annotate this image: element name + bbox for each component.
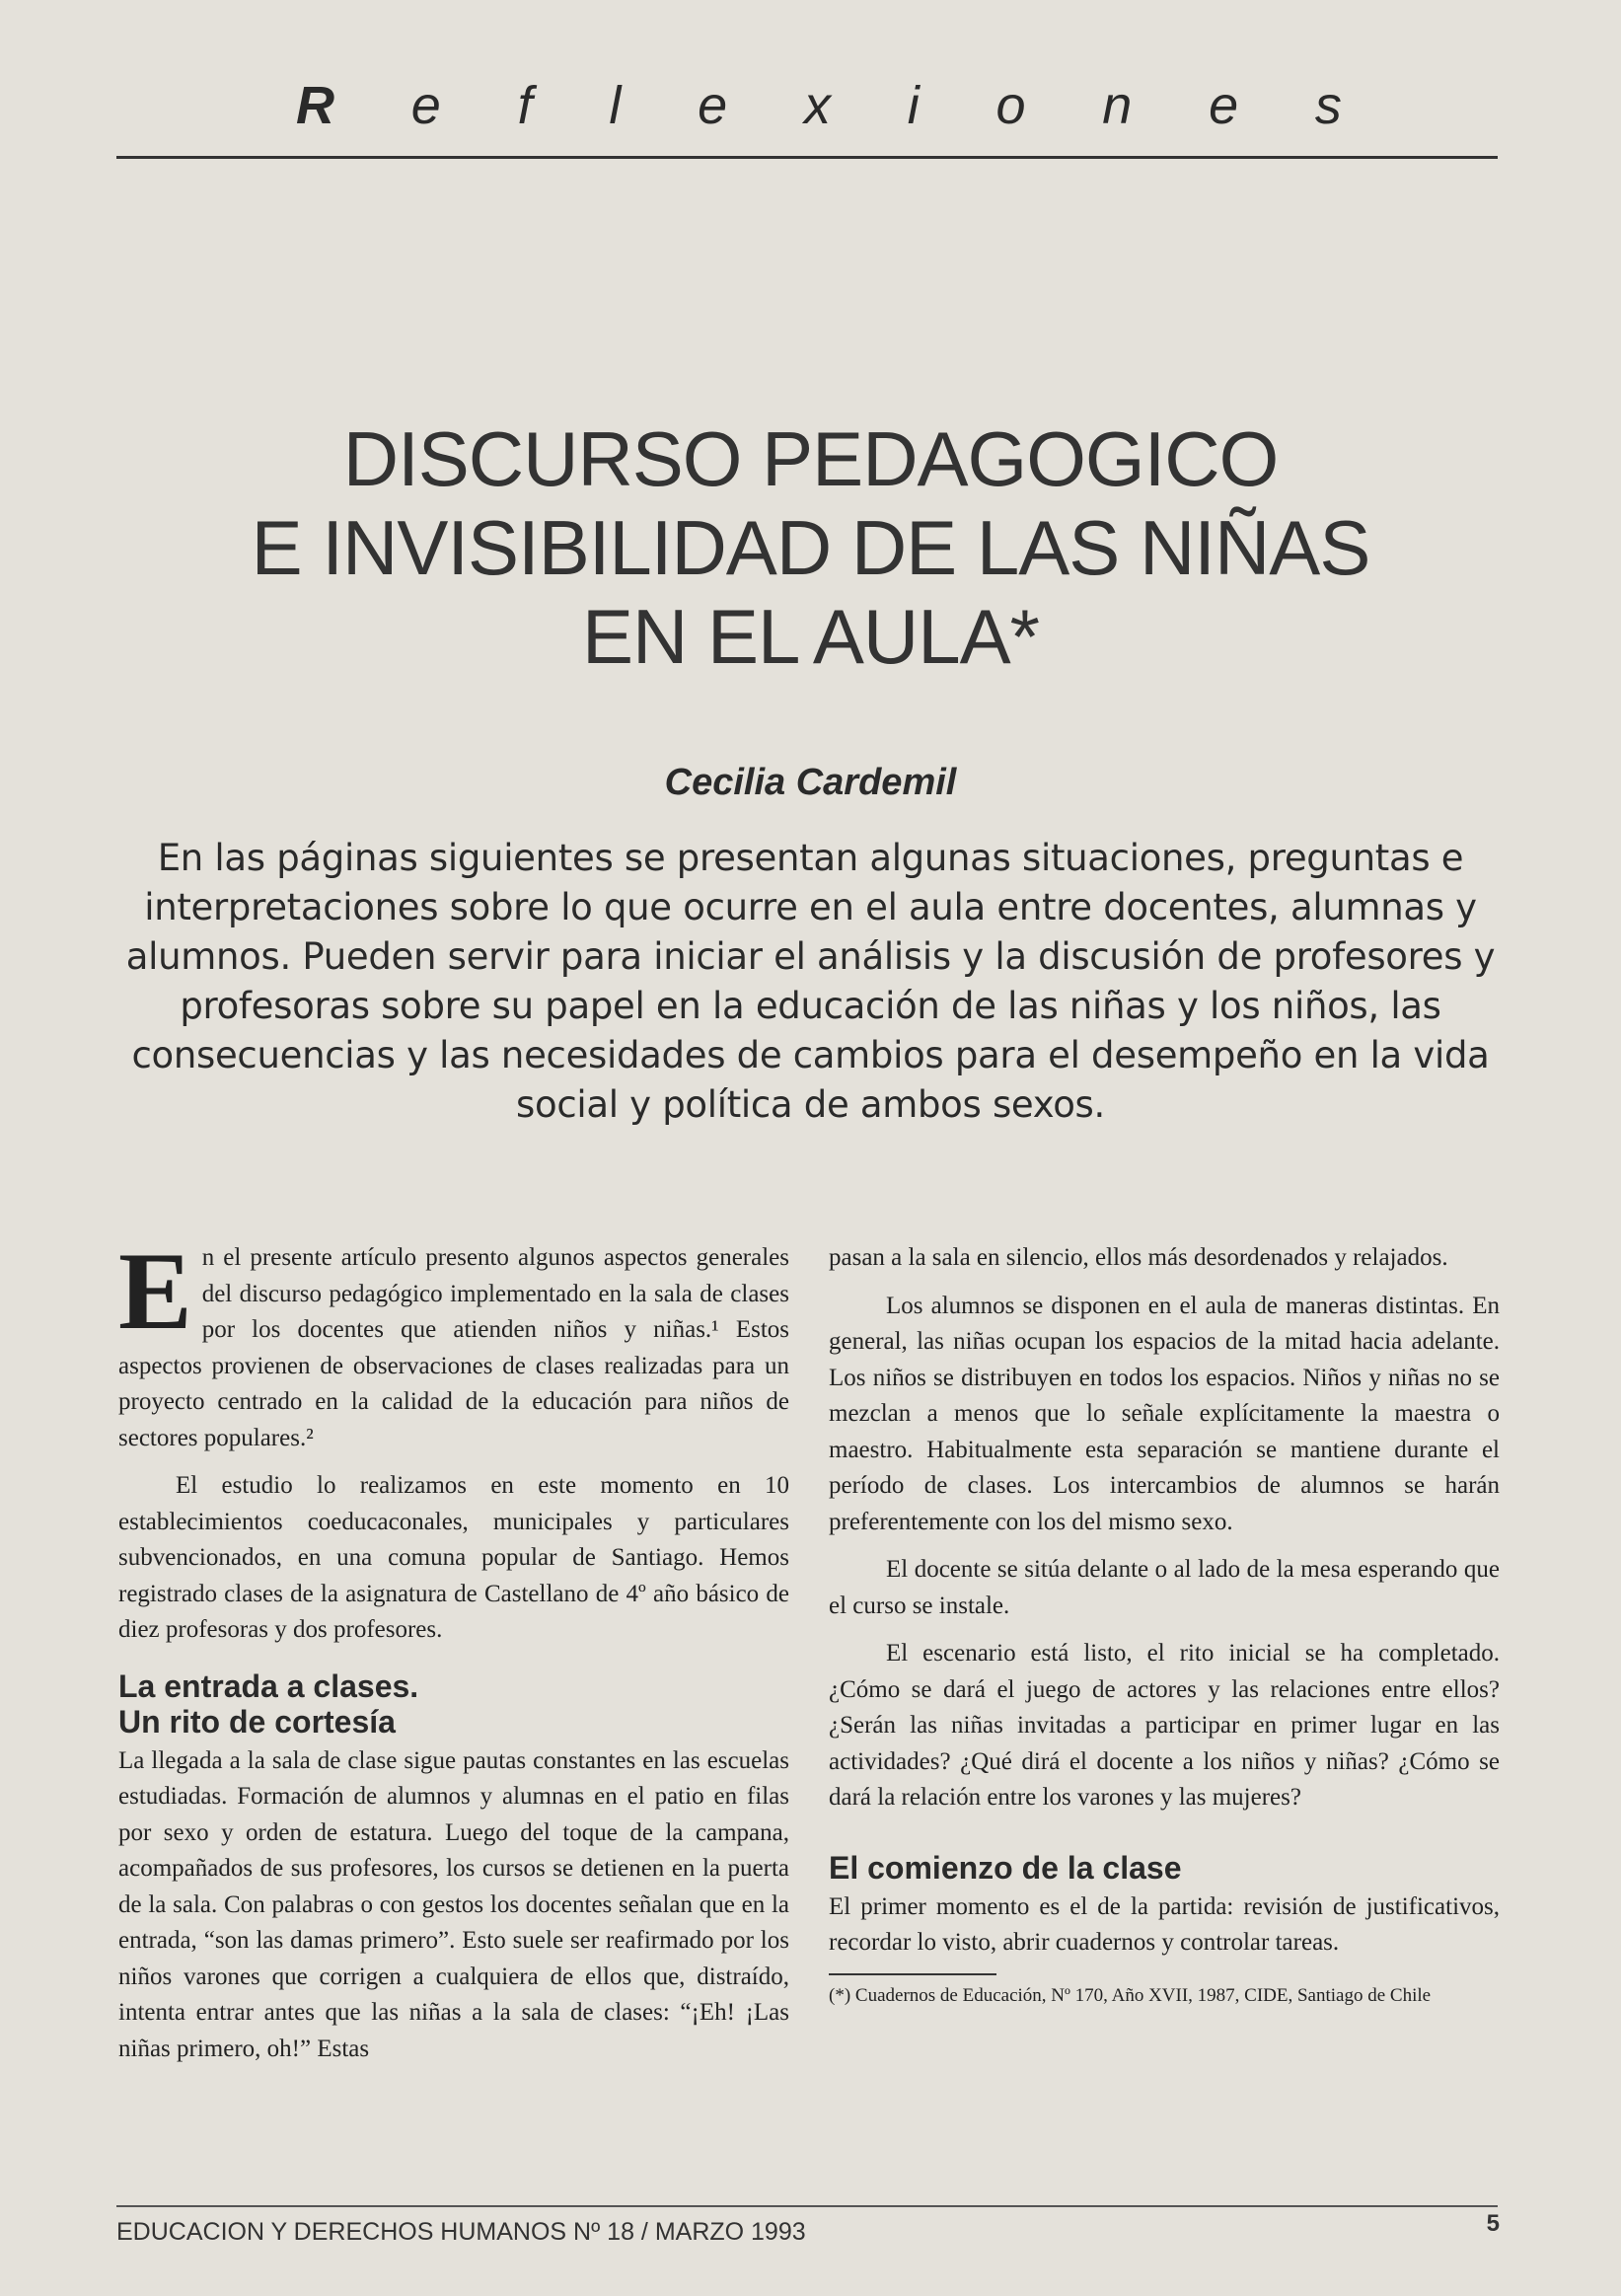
article-title bbox=[99, 414, 1522, 681]
section-letter: s bbox=[1314, 76, 1342, 135]
right-column bbox=[829, 1240, 1500, 2009]
journal-footer: EDUCACION Y DERECHOS HUMANOS Nº 18 / MARZO 1993 bbox=[116, 2218, 806, 2246]
section-letter: f bbox=[517, 76, 533, 135]
section-name bbox=[296, 71, 1342, 140]
header-divider bbox=[116, 156, 1498, 159]
heading-line: La entrada a clases. bbox=[118, 1667, 419, 1704]
section-heading: El comienzo de la clase bbox=[829, 1849, 1182, 1886]
body-paragraph: La llegada a la sala de clase sigue pautas constantes en las escuelas estudiadas. Formación de alumnos y alumnas en el patio en filas por sexo y orden de estatura. Luego del toque de la campana, acompañados de sus profesores, los cursos se detienen en la puerta de la sala. Con palabras o con gestos los docentes señalan que en la entrada, “son las damas primero”. Esto suele ser reafirmado por los niños varones que corrigen a cualquiera de ellos que, distraído, intenta entrar antes que las niñas a la sala de clases: “¡Eh! ¡Las niñas primero, oh!” Estas bbox=[118, 1746, 789, 2062]
lead-paragraph: En las páginas siguientes se presentan algunas situaciones, preguntas e interpretaciones sobre lo que ocurre en el aula entre docentes, alumnas y alumnos. Pueden servir para iniciar el análisis y la discusión de profesores y profesoras sobre su papel en la educación de las niñas y los niños, las consecuencias y las necesidades de cambios para el desempeño en la vida social y política de ambos sexos. bbox=[125, 837, 1496, 1126]
section-letter: e bbox=[1209, 76, 1239, 135]
body-paragraph: El escenario está listo, el rito inicial se ha completado. ¿Cómo se dará el juego de actores y las relaciones entre ellos? ¿Serán las niñas invitadas a participar en primer lugar en las actividades? ¿Qué dirá el docente a los niños y niñas? ¿Cómo se dará la relación entre los varones y las mujeres? bbox=[829, 1640, 1500, 1811]
section-letter: e bbox=[410, 76, 441, 135]
title-line: EN EL AULA* bbox=[581, 593, 1040, 680]
body-paragraph: El estudio lo realizamos en este momento en 10 establecimientos coeducaconales, municipales y particulares subvencionados, en una comuna popular de Santiago. Hemos registrado clases de la asignatura de Castellano de 4º año básico de diez profesoras y dos profesores. bbox=[118, 1472, 789, 1643]
heading-line: Un rito de cortesía bbox=[118, 1703, 396, 1740]
section-header bbox=[0, 71, 1621, 140]
section-letter: n bbox=[1102, 76, 1133, 135]
body-paragraph: El primer momento es el de la partida: revisión de justificativos, recordar lo visto, abrir cuadernos y controlar tareas. bbox=[829, 1892, 1500, 1956]
paragraph-text: n el presente artículo presento algunos aspectos generales del discurso pedagógico implementado en la sala de clases por los docentes que atienden niños y niñas.¹ Estos aspectos provienen de observaciones de clases realizadas para un proyecto centrado en la calidad de la educación para niños de sectores populares.² bbox=[118, 1244, 789, 1451]
body-paragraph: El docente se sitúa delante o al lado de la mesa esperando que el curso se instale. bbox=[829, 1556, 1500, 1619]
footnote: (*) Cuadernos de Educación, Nº 170, Año XVII, 1987, CIDE, Santiago de Chile bbox=[829, 1984, 1432, 2006]
title-line: E INVISIBILIDAD DE LAS NIÑAS bbox=[251, 504, 1370, 591]
body-paragraph: Los alumnos se disponen en el aula de maneras distintas. En general, las niñas ocupan los espacios de la mitad hacia adelante. Los niños se distribuyen en todos los espacios. Niños y niñas no se mezclan a menos que lo señale explícitamente la maestra o maestro. Habitualmente esta separación se mantiene durante el período de clases. Los intercambios de alumnos se harán preferentemente con los del mismo sexo. bbox=[829, 1292, 1500, 1535]
footer-divider bbox=[116, 2205, 1498, 2207]
section-heading bbox=[118, 1668, 789, 1740]
footnote-divider bbox=[829, 1973, 996, 1975]
section-letter: l bbox=[609, 76, 622, 135]
section-letter: o bbox=[995, 76, 1026, 135]
section-letter: e bbox=[698, 76, 728, 135]
left-column bbox=[118, 1230, 789, 2067]
page-number: 5 bbox=[1486, 2210, 1500, 2237]
author-name: Cecilia Cardemil bbox=[664, 762, 957, 803]
section-letter: i bbox=[907, 76, 920, 135]
section-letter: x bbox=[803, 76, 831, 135]
title-line: DISCURSO PEDAGOGICO bbox=[342, 415, 1279, 502]
drop-cap: E bbox=[118, 1230, 192, 1353]
body-paragraph bbox=[118, 1230, 789, 1456]
body-paragraph: pasan a la sala en silencio, ellos más desordenados y relajados. bbox=[829, 1244, 1448, 1271]
section-letter: R bbox=[296, 76, 334, 135]
